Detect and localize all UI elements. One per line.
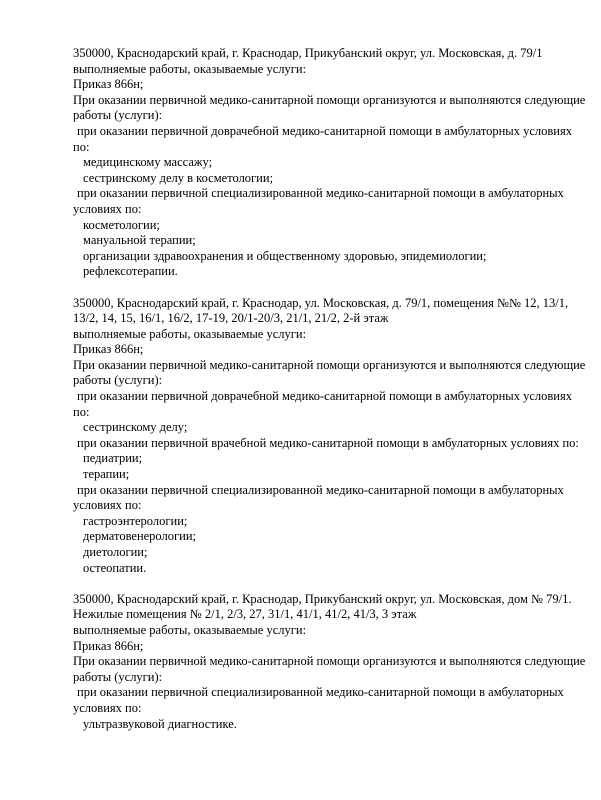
text-line: медицинскому массажу; — [83, 155, 213, 170]
text-line: условиях по: — [73, 201, 142, 216]
text-line: условиях по: — [73, 700, 142, 715]
text-line: диетологии; — [83, 545, 148, 559]
text-line: выполняемые работы, оказываемые услуги: — [73, 61, 307, 76]
text-line: При оказании первичной медико-санитарной помощи организуются и выполняются следующие — [73, 654, 586, 669]
text-line: работы (услуги): — [73, 669, 163, 684]
text-line: при оказании первичной врачебной медико-санитарной помощи в амбулаторных условиях по: — [77, 435, 579, 450]
text-line: остеопатии. — [83, 560, 147, 575]
text-line: 13/2, 14, 15, 16/1, 16/2, 17-19, 20/1-20/3, 21/1, 21/2, 2-й этаж — [73, 311, 389, 326]
text-line: Нежилые помещения № 2/1, 2/3, 27, 31/1, 41/1, 41/2, 41/3, 3 этаж — [73, 607, 417, 622]
block-separator — [73, 576, 573, 592]
text-line: Приказ 866н; — [73, 342, 144, 357]
text-line: косметологии; — [83, 217, 160, 232]
text-line: условиях по: — [73, 498, 142, 513]
text-line: При оказании первичной медико-санитарной помощи организуются и выполняются следующие — [73, 92, 586, 107]
text-line: Приказ 866н; — [73, 77, 144, 92]
text-line: мануальной терапии; — [83, 233, 196, 248]
text-line: при оказании первичной доврачебной медико-санитарной помощи в амбулаторных условиях — [77, 123, 572, 138]
text-line: 350000, Краснодарский край, г. Краснодар, Прикубанский округ, ул. Московская, д. 79/1 — [73, 46, 543, 60]
text-line: выполняемые работы, оказываемые услуги: — [73, 326, 307, 341]
text-line: работы (услуги): — [73, 108, 163, 123]
text-line: по: — [73, 139, 90, 154]
text-line: При оказании первичной медико-санитарной помощи организуются и выполняются следующие — [73, 357, 586, 372]
address-block — [73, 591, 586, 732]
text-line: при оказании первичной специализированной медико-санитарной помощи в амбулаторных — [77, 482, 564, 497]
text-line: при оказании первичной специализированной медико-санитарной помощи в амбулаторных — [77, 685, 564, 700]
text-line: при оказании первичной доврачебной медико-санитарной помощи в амбулаторных условиях — [77, 389, 572, 404]
text-line: Приказ 866н; — [73, 638, 144, 653]
document-body — [73, 46, 586, 732]
text-line: дерматовенерологии; — [83, 529, 196, 544]
address-block — [73, 295, 586, 577]
text-line: при оказании первичной специализированной медико-санитарной помощи в амбулаторных — [77, 186, 564, 201]
text-line: организации здравоохранения и общественному здоровью, эпидемиологии; — [83, 248, 487, 263]
text-line: сестринскому делу; — [83, 420, 188, 435]
address-block — [73, 46, 586, 280]
text-line: рефлексотерапии. — [83, 264, 178, 279]
text-line: сестринскому делу в косметологии; — [83, 170, 274, 185]
text-line: работы (услуги): — [73, 373, 163, 388]
text-line: 350000, Краснодарский край, г. Краснодар, Прикубанский округ, ул. Московская, дом № 79/1. — [73, 591, 572, 606]
text-line: педиатрии; — [83, 451, 143, 466]
text-line: по: — [73, 404, 90, 419]
text-line: ультразвуковой диагностике. — [83, 716, 237, 731]
text-line: гастроэнтерологии; — [83, 513, 188, 528]
text-line: выполняемые работы, оказываемые услуги: — [73, 622, 307, 637]
text-line: 350000, Краснодарский край, г. Краснодар, ул. Московская, д. 79/1, помещения №№ 12, 13/1, — [73, 295, 569, 310]
text-line: терапии; — [83, 467, 130, 482]
block-separator — [73, 280, 573, 296]
